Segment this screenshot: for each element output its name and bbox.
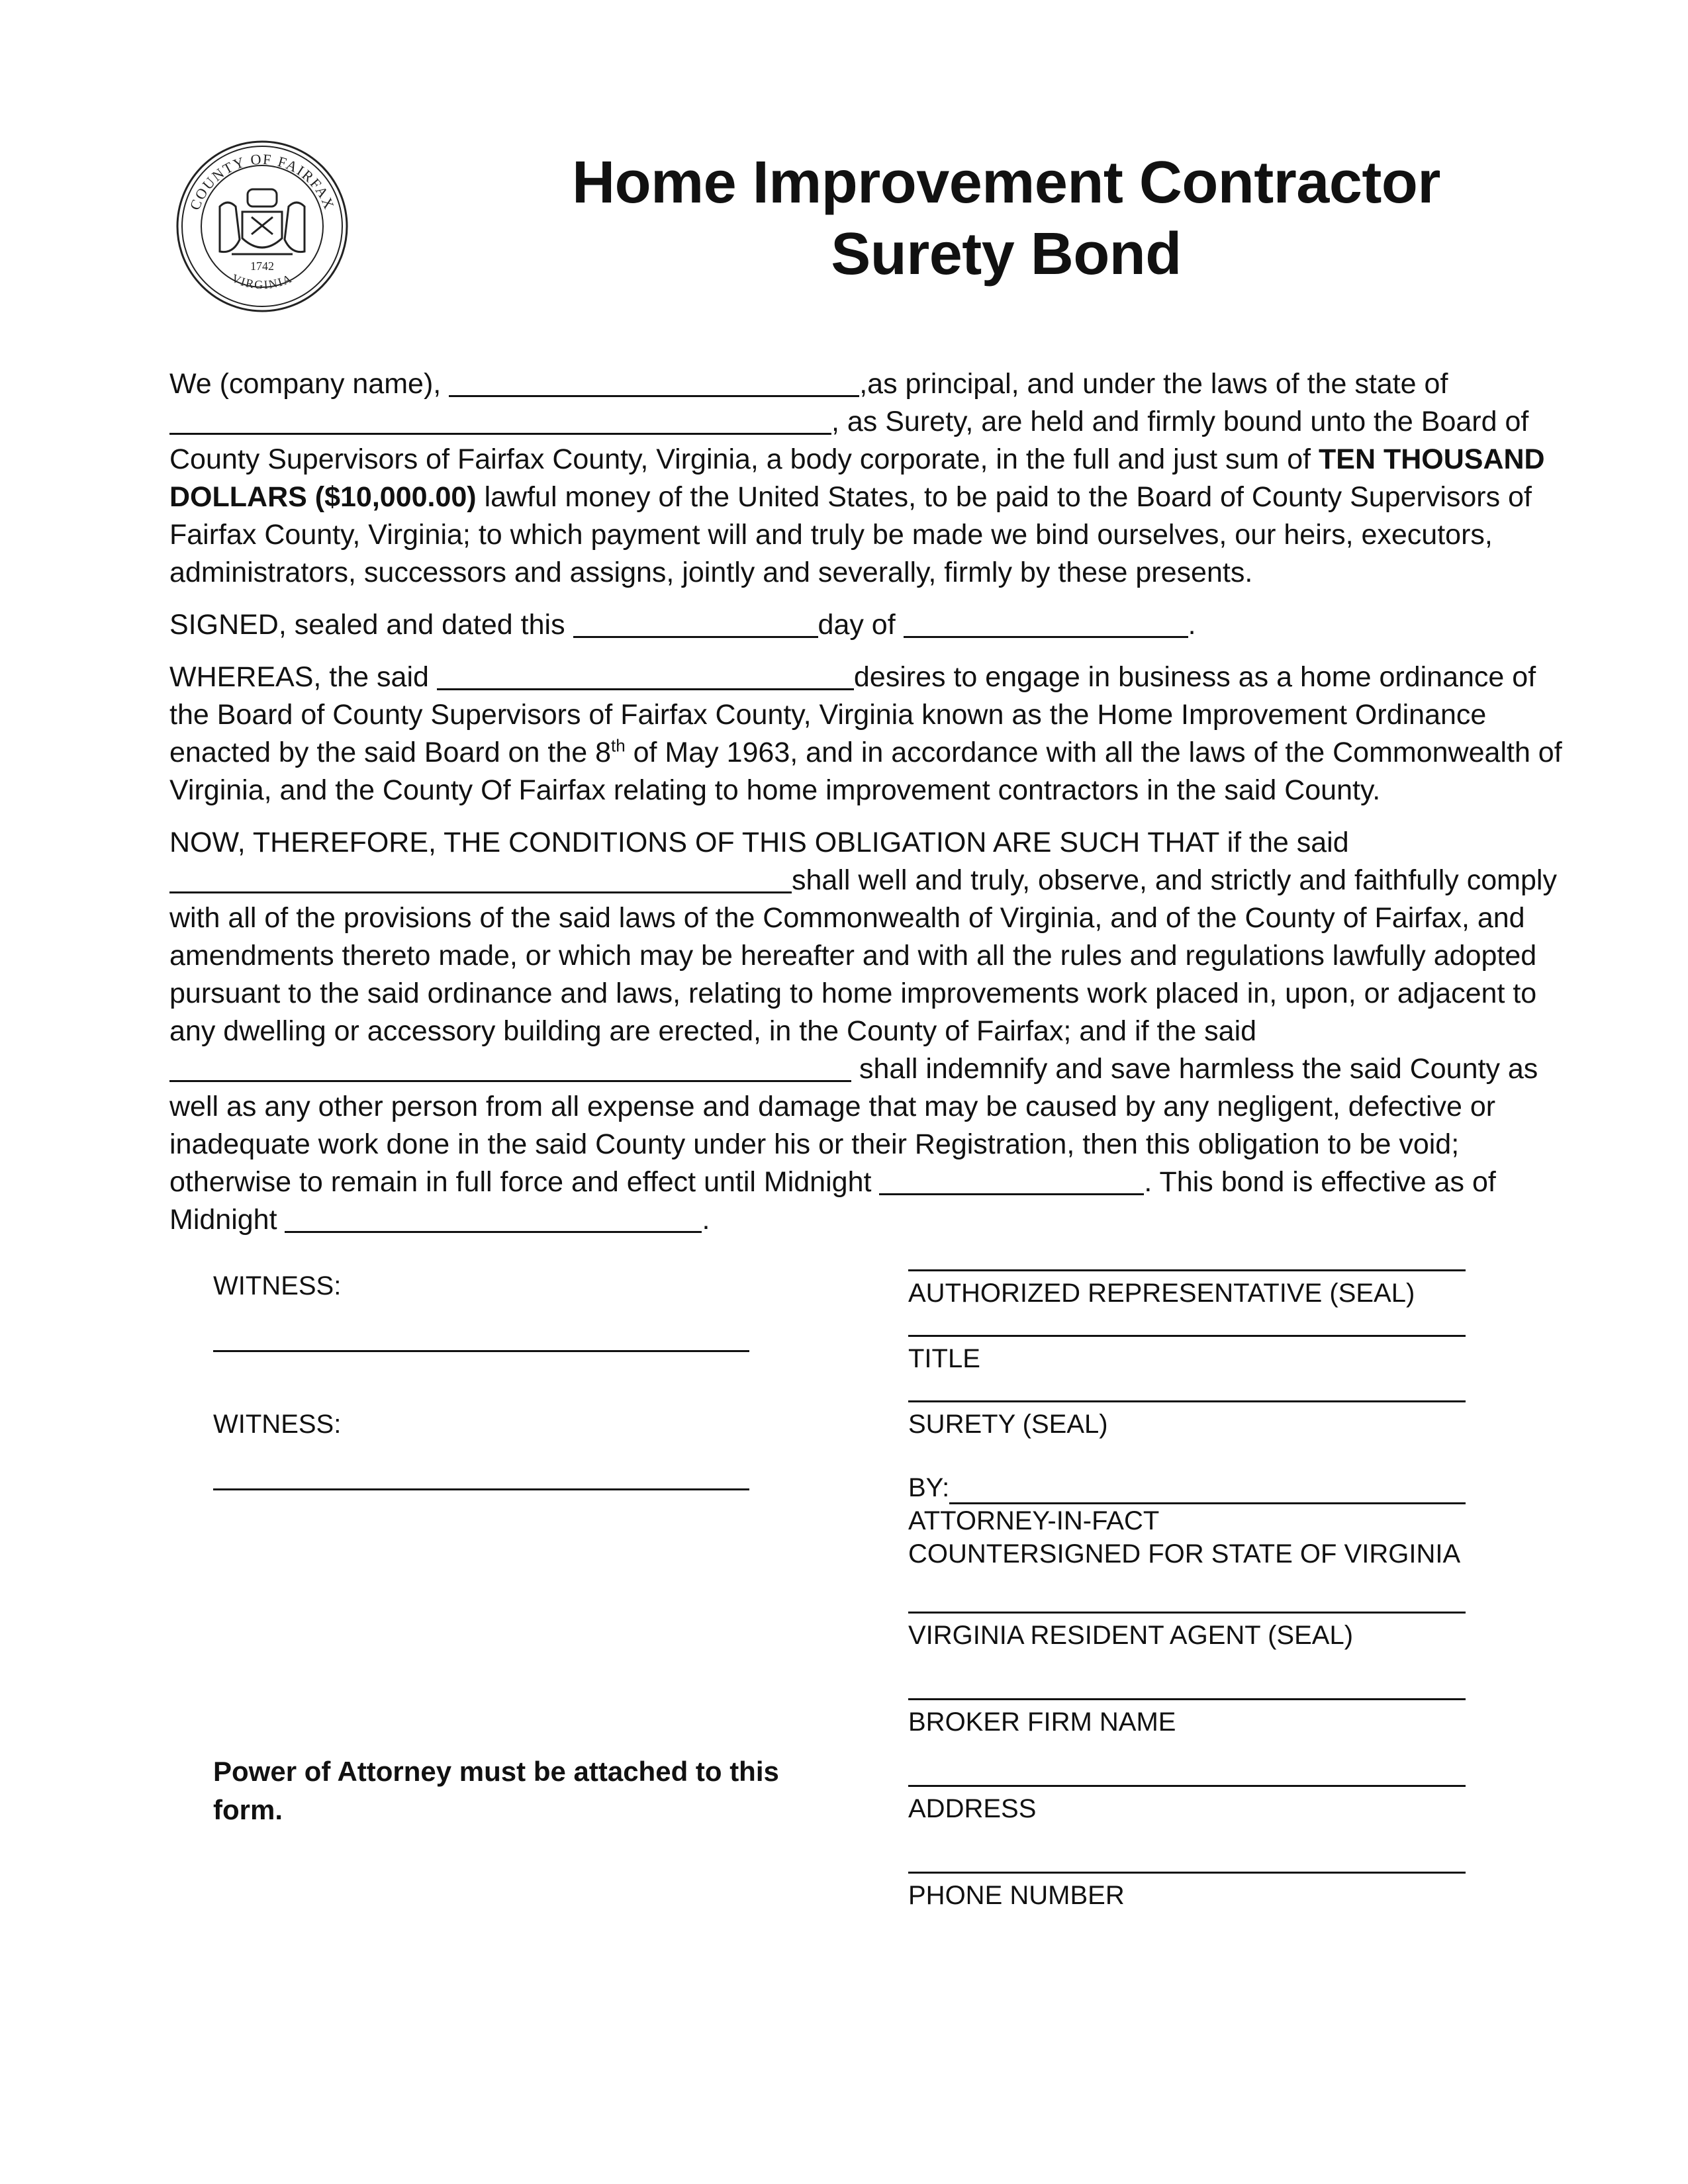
svg-text:VIRGINIA: VIRGINIA bbox=[230, 271, 295, 292]
svg-text:COUNTY OF FAIRFAX: COUNTY OF FAIRFAX bbox=[186, 150, 338, 212]
authorized-rep-label: AUTHORIZED REPRESENTATIVE (SEAL) bbox=[908, 1279, 1415, 1308]
surety-signature-line[interactable] bbox=[908, 1400, 1466, 1402]
power-of-attorney-notice: Power of Attorney must be attached to this form. bbox=[213, 1756, 779, 1825]
signature-section bbox=[908, 1269, 1471, 1912]
expiration-date-field[interactable] bbox=[879, 1167, 1144, 1195]
title-label: TITLE bbox=[908, 1344, 980, 1373]
indemnify-principal-field[interactable] bbox=[169, 1054, 851, 1082]
conditions-principal-field[interactable] bbox=[169, 865, 792, 893]
title-signature-line[interactable] bbox=[908, 1335, 1466, 1337]
bond-amount-words: TEN THOUSAND DOLLARS bbox=[169, 443, 1545, 513]
witness-1-label: WITNESS: bbox=[213, 1271, 342, 1300]
signed-month-field[interactable] bbox=[904, 610, 1188, 638]
authorized-rep-signature-line[interactable] bbox=[908, 1269, 1466, 1271]
witness-section bbox=[213, 1269, 809, 1829]
address-line[interactable] bbox=[908, 1785, 1466, 1787]
principal-paragraph: We (company name), ,as principal, and under the laws of the state of , as Surety, are held and firmly bound unto the Board of County Supervisors of Fairfax County, Virginia, a body corporate, in the full and just sum of TEN THOUSAND DOLLARS ($10,000.00) lawful money of the United States, to be paid to the Board of County Supervisors of Fairfax County, Virginia; to which payment will and truly be made we bind ourselves, our heirs, executors, administrators, successors and assigns, jointly and severally, firmly by these presents. bbox=[169, 368, 1545, 588]
bond-amount-number: ($10,000.00) bbox=[314, 481, 477, 513]
county-seal-icon bbox=[173, 138, 351, 315]
whereas-principal-field[interactable] bbox=[437, 662, 854, 690]
title-line-2: Surety Bond bbox=[831, 221, 1182, 287]
conditions-paragraph: NOW, THEREFORE, THE CONDITIONS OF THIS OBLIGATION ARE SUCH THAT if the said shall well and truly, observe, and strictly and faithfully comply with all of the provisions of the said laws of the Commonwealth of Virginia, and of the County of Fairfax, and amendments thereto made, or which may be hereafter and with all the rules and regulations lawfully adopted pursuant to the said ordinance and laws, relating to home improvements work placed in, upon, or adjacent to any dwelling or accessory building are erected, in the County of Fairfax; and if the said shall indemnify and save harmless the said County as well as any other person from all expense and damage that may be caused by any negligent, defective or inadequate work done in the said County under his or their Registration, then this obligation to be void; otherwise to remain in full force and effect until Midnight . This bond is effective as of Midnight . bbox=[169, 827, 1557, 1236]
signed-dated-paragraph: SIGNED, sealed and dated this day of . bbox=[169, 609, 1196, 641]
attorney-in-fact-label: ATTORNEY-IN-FACT bbox=[908, 1506, 1160, 1535]
company-name-field[interactable] bbox=[449, 369, 859, 397]
by-row: BY: bbox=[908, 1471, 1471, 1504]
bond-body bbox=[169, 365, 1573, 1253]
countersigned-label: COUNTERSIGNED FOR STATE OF VIRGINIA bbox=[908, 1539, 1461, 1569]
surety-name-field[interactable] bbox=[169, 406, 831, 435]
address-label: ADDRESS bbox=[908, 1794, 1037, 1823]
broker-firm-label: BROKER FIRM NAME bbox=[908, 1707, 1176, 1737]
title-line-1: Home Improvement Contractor bbox=[572, 150, 1440, 216]
phone-label: PHONE NUMBER bbox=[908, 1881, 1125, 1910]
resident-agent-label: VIRGINIA RESIDENT AGENT (SEAL) bbox=[908, 1621, 1354, 1650]
page-title bbox=[516, 147, 1496, 290]
svg-text:1742: 1742 bbox=[250, 259, 274, 273]
whereas-paragraph: WHEREAS, the said desires to engage in business as a home ordinance of the Board of County Supervisors of Fairfax County, Virginia known as the Home Improvement Ordinance enacted by the said Board on the 8th of May 1963, and in accordance with all the laws of the Commonwealth of Virginia, and the County Of Fairfax relating to home improvement contractors in the said County. bbox=[169, 661, 1562, 806]
effective-date-field[interactable] bbox=[285, 1205, 702, 1233]
signed-day-field[interactable] bbox=[573, 610, 818, 638]
broker-firm-line[interactable] bbox=[908, 1698, 1466, 1700]
surety-label: SURETY (SEAL) bbox=[908, 1410, 1108, 1439]
attorney-signature-line[interactable] bbox=[949, 1476, 1466, 1504]
witness-2-label: WITNESS: bbox=[213, 1410, 342, 1439]
resident-agent-signature-line[interactable] bbox=[908, 1612, 1466, 1614]
phone-line[interactable] bbox=[908, 1872, 1466, 1874]
